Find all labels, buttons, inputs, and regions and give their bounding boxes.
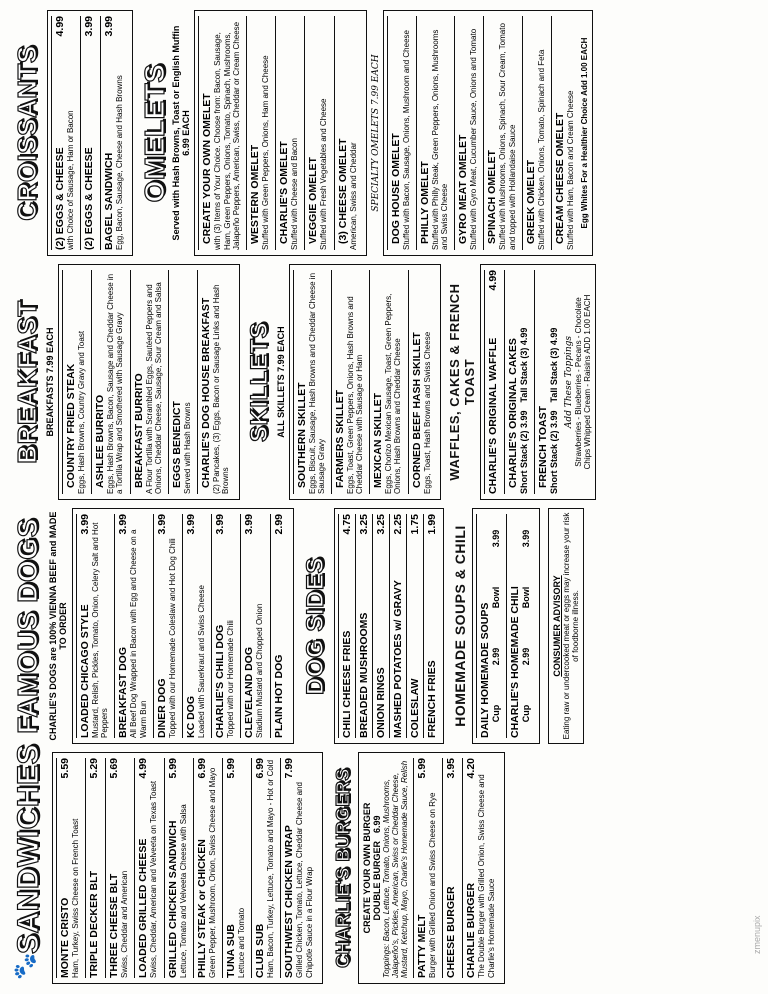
menu-item xyxy=(275,16,299,250)
item-name: LOADED CHICAGO STYLE xyxy=(79,604,91,738)
menu-item xyxy=(198,16,241,250)
item-description: Stadium Mustard and Chopped Onion xyxy=(255,603,265,738)
column-breakfast xyxy=(8,264,760,500)
item-name-row xyxy=(293,270,308,494)
item-description: Stuffed with Fresh Vegetables and Cheese xyxy=(319,98,329,250)
item-price: 3.99 xyxy=(214,514,227,535)
item-description: with Choice of Sausage, Ham or Bacon xyxy=(66,110,75,250)
item-price: 3.99 xyxy=(103,16,116,37)
sandwiches-title: SANDWICHES xyxy=(12,743,45,954)
item-name: ASHLEE BURRITO xyxy=(94,394,107,488)
item-name-row xyxy=(211,514,226,738)
side-price: 1.75 xyxy=(408,514,421,535)
item-name-row xyxy=(51,16,66,250)
item-name: CORNED BEEF HASH SKILLET xyxy=(410,332,423,488)
item-name-row xyxy=(193,758,208,978)
item-name-row xyxy=(483,16,498,250)
item-description: Grilled Chicken, Tomato, Lettuce, Cheddar Cheese and Chipotle Sauce in a Flour Wrap xyxy=(295,782,314,978)
menu-item xyxy=(193,758,217,978)
item-name: DOG HOUSE OMELET xyxy=(389,133,402,244)
side-price: 3.25 xyxy=(374,514,387,535)
item-description: Stuffed with Gyro Meat, Cucumber Sauce, Onions and Tomato xyxy=(469,28,479,250)
item-name-row xyxy=(168,270,183,494)
item-name-row xyxy=(56,758,71,978)
menu-item xyxy=(240,514,264,738)
menu-item xyxy=(56,758,80,978)
item-price: 4.99 xyxy=(137,758,150,779)
breakfast-list xyxy=(58,264,240,500)
item-name-row xyxy=(182,514,197,738)
item-name-row xyxy=(331,270,346,494)
advisory-text: Eating raw or undercooked meat or eggs may increase your risk of foodborne illness. xyxy=(561,512,580,740)
item-name: CLUB SUB xyxy=(254,923,267,978)
item-name-row xyxy=(462,758,477,978)
item-description: (2) Pancakes, (3) Eggs, Bacon or Sausage Links and Hash Browns xyxy=(212,284,231,494)
menu-item xyxy=(454,16,478,250)
soup-bowl-label: Bowl xyxy=(520,586,531,609)
item-name: MONTE CRISTO xyxy=(59,897,71,978)
menu-item xyxy=(442,758,457,978)
soup-bowl: 3.99 xyxy=(520,529,531,548)
item-name: CREATE YOUR OWN OMELET xyxy=(201,93,214,244)
item-name: EGGS BENEDICT xyxy=(170,401,183,488)
item-description: Topped with our Homemade Chili xyxy=(226,620,236,738)
item-name-row xyxy=(76,514,91,738)
item-description: Ham, Turkey, Swiss Cheese on French Toast xyxy=(71,818,80,978)
side-price: 4.75 xyxy=(340,514,353,535)
menu-item xyxy=(413,758,437,978)
item-description: Eggs, Hash Browns, Country Gravy and Toast xyxy=(77,330,86,494)
item-name-row xyxy=(280,758,295,978)
menu-item xyxy=(105,758,129,978)
side-name: COLESLAW xyxy=(408,678,421,738)
item-name: DINER DOG xyxy=(155,678,168,738)
item-price: 3.99 xyxy=(243,514,256,535)
item-description: with (3) Items of Your Choice. Choose from: Bacon, Sausage, Ham, Green Peppers, Onions, Tomato, Spinach, Mushrooms, Jalapeño Peppers, American, Swiss, Cheddar or Cream Cheese xyxy=(213,21,241,250)
item-name: (2) EGGS & CHEESE xyxy=(83,147,96,250)
soup-cup: 2.99 xyxy=(490,647,501,666)
menu-item xyxy=(534,270,559,494)
item-name-row xyxy=(246,16,261,250)
side-row xyxy=(406,514,423,738)
side-name: CHILI CHEESE FRIES xyxy=(340,630,353,738)
item-description: Ham, Bacon, Turkey, Lettuce, Tomato and Mayo - Hot or Cold xyxy=(266,759,276,978)
item-name: CHARLIE'S ORIGINAL CAKES xyxy=(506,338,519,488)
item-name: BREAKFAST BURRITO xyxy=(132,373,145,488)
item-name: CLEVELAND DOG xyxy=(243,646,256,738)
item-name: WESTERN OMELET xyxy=(248,144,261,244)
menu-item xyxy=(164,758,188,978)
item-name: CHEESE BURGER xyxy=(445,886,458,978)
menu-item xyxy=(331,270,364,494)
item-name: BAGEL SANDWICH xyxy=(103,152,116,250)
item-name: CHARLIE'S OMELET xyxy=(278,141,291,244)
menu-item xyxy=(62,270,86,494)
burgers-title: CHARLIE'S BURGERS xyxy=(332,768,353,968)
side-name: FRENCH FRIES xyxy=(425,660,438,738)
item-name-row xyxy=(442,758,457,978)
item-name-row xyxy=(114,514,129,738)
item-description: Stuffed with Bacon, Sausage, Onions, Mushroom and Cheese xyxy=(401,30,411,250)
toppings-line-1: Strawberries - Blueberries - Pecans - Chocolate xyxy=(573,297,583,467)
item-name-row xyxy=(484,270,499,494)
breakfast-price-note: BREAKFASTS 7.99 EACH xyxy=(45,327,55,437)
soups-list xyxy=(472,508,540,744)
menu-item xyxy=(182,514,206,738)
tall-stack: Tall Stack (3) 4.99 xyxy=(548,327,559,403)
item-name-row xyxy=(105,758,120,978)
item-price: 3.99 xyxy=(155,514,168,535)
item-price: 3.99 xyxy=(83,16,96,37)
item-description: Swiss, Cheddar and American xyxy=(120,870,130,978)
item-name-row xyxy=(198,16,213,250)
skillets-price-note: ALL SKILLETS 7.99 EACH xyxy=(275,326,286,438)
item-price: 5.59 xyxy=(59,758,71,779)
specialty-omelets-list xyxy=(383,10,594,256)
item-description: Lettuce and Tomato xyxy=(236,907,246,978)
item-name-row xyxy=(134,758,149,978)
item-name-row xyxy=(413,758,428,978)
item-price: 5.99 xyxy=(224,758,237,779)
soup-cup: 2.99 xyxy=(520,647,531,666)
item-price: 3.99 xyxy=(79,514,91,535)
item-name: FARMERS SKILLET xyxy=(333,389,346,488)
soup-item xyxy=(506,514,531,738)
short-stack: Short Stack (2) 3.99 xyxy=(518,410,529,494)
short-stack: Short Stack (2) 3.99 xyxy=(548,410,559,494)
item-name-row xyxy=(164,758,179,978)
create-burger-title: CREATE YOUR OWN BURGER xyxy=(361,802,372,934)
stack-prices xyxy=(549,270,559,494)
item-name-row xyxy=(85,758,100,978)
item-price: 5.99 xyxy=(416,758,429,779)
soups-title: HOMEMADE SOUPS & CHILI xyxy=(451,525,468,727)
item-price: 6.99 xyxy=(195,758,208,779)
specialty-omelets-title: SPECIALTY OMELETS 7.99 EACH xyxy=(370,54,381,212)
item-description: Eggs, Toast, Hash Browns and Swiss Cheese xyxy=(422,331,432,494)
item-name-row xyxy=(62,270,77,494)
skillets-list xyxy=(289,264,441,500)
soup-prices xyxy=(491,514,501,738)
dogs-list xyxy=(72,508,294,744)
side-name: MASHED POTATOES w/ GRAVY xyxy=(391,580,404,738)
menu-item xyxy=(197,270,230,494)
side-price: 2.25 xyxy=(391,514,404,535)
item-name-row xyxy=(153,514,168,738)
menu-item xyxy=(91,270,124,494)
menu-item xyxy=(293,270,326,494)
item-description: Swiss, Cheddar, American and Velveeta on Texas Toast xyxy=(149,780,159,978)
item-name-row xyxy=(197,270,212,494)
dogs-title: FAMOUS DOGS xyxy=(12,518,43,734)
dogs-tagline: CHARLIE'S DOGS are 100% VIENNA BEEF and MADE TO ORDER xyxy=(48,511,68,741)
soup-bowl: 3.99 xyxy=(490,529,501,548)
item-description: Eggs, Hash Browns, Bacon, Sausage and Cheddar Cheese in a Tortilla Wrap and Smothered with Sausage Gravy xyxy=(106,273,125,494)
side-row xyxy=(423,514,440,738)
column-omelets xyxy=(8,10,760,256)
menu-item xyxy=(387,16,411,250)
item-name-row xyxy=(334,16,349,250)
item-name-row xyxy=(251,758,266,978)
item-price: 2.99 xyxy=(272,514,285,535)
breakfast-title: BREAKFAST xyxy=(12,300,42,464)
item-name-row xyxy=(416,16,431,250)
soup-name: DAILY HOMEMADE SOUPS xyxy=(476,514,491,738)
item-name-row xyxy=(522,16,537,250)
item-name: (2) EGGS & CHEESE xyxy=(54,147,66,250)
item-name: PHILLY STEAK or CHICKEN xyxy=(195,839,208,978)
menu-item xyxy=(334,16,358,250)
item-name: MEXICAN SKILLET xyxy=(372,392,385,488)
item-name-row xyxy=(240,514,255,738)
menu-item xyxy=(369,270,402,494)
item-name: SOUTHERN SKILLET xyxy=(295,382,308,488)
menu-item xyxy=(134,758,158,978)
burger-toppings: Toppings: Bacon, Lettuce, Tomato, Onions, Mushrooms, Jalapeño's, Pickles, American, Swiss or Cheddar Cheese, Mustard, Ketchup, Mayo, Charlie's Homemade Sauce, Relish xyxy=(381,760,410,978)
omelets-list xyxy=(194,10,366,256)
toppings-line-2: Chips Whipped Cream - Raisins ADD 1.00 EACH xyxy=(583,294,592,470)
menu-item xyxy=(416,16,449,250)
item-name: FRENCH TOAST xyxy=(536,405,549,488)
menu-item xyxy=(130,270,163,494)
menu-item xyxy=(251,758,275,978)
menu-item xyxy=(114,514,147,738)
item-name: THREE CHEESE BLT xyxy=(108,873,121,978)
item-name-row xyxy=(387,16,402,250)
item-name: GRILLED CHICKEN SANDWICH xyxy=(166,820,179,978)
menu-item xyxy=(483,16,516,250)
item-description: Stuffed with Ham, Bacon and Cream Cheese xyxy=(566,90,575,250)
item-description: Burger with Grilled Onion and Swiss Cheese on Rye xyxy=(428,792,438,978)
item-description: Stuffed with Chicken, Onions, Tomato, Spinach and Feta xyxy=(536,49,546,250)
menu-item xyxy=(280,758,313,978)
egg-whites-note: Egg Whites For a Healthier Choice Add 1.00 EACH xyxy=(580,37,590,229)
item-name: SPINACH OMELET xyxy=(486,150,499,244)
skillets-title: SKILLETS xyxy=(245,322,273,443)
item-description: All Beef Dog Wrapped in Bacon with Egg and Cheese on a Warm Bun xyxy=(129,529,148,738)
paw-print-icon: 🐾 xyxy=(12,952,37,980)
item-price: 4.20 xyxy=(465,758,478,779)
item-description: Stuffed with Cheese and Bacon xyxy=(290,138,300,250)
item-description: American, Swiss and Cheddar xyxy=(348,142,358,250)
tall-stack: Tall Stack (3) 4.99 xyxy=(518,327,529,403)
toppings-title: Add These Toppings xyxy=(563,335,574,429)
item-name-row xyxy=(551,16,566,250)
soup-bowl-label: Bowl xyxy=(490,586,501,609)
item-description: The Double Burger with Grilled Onion, Swiss Cheese and Charlie's Homemade Sauce xyxy=(477,774,496,978)
sides-list xyxy=(334,508,444,744)
menu-item xyxy=(408,270,432,494)
double-burger-price: 6.99 xyxy=(371,815,382,834)
item-name-row xyxy=(534,270,549,494)
item-description: Stuffed with Mushrooms, Onions, Spinach, Sour Cream, Tomato and topped with Hollandaise Sauce xyxy=(498,23,517,250)
item-description: Mustard, Relish, Pickles, Tomato, Onion, Celery Salt and Hot Peppers xyxy=(91,522,110,738)
item-price: 5.99 xyxy=(166,758,179,779)
side-name: BREADED MUSHROOMS xyxy=(357,612,370,738)
menu-item xyxy=(246,16,270,250)
side-row xyxy=(389,514,406,738)
side-name: ONION RINGS xyxy=(374,667,387,738)
item-name: CREAM CHEESE OMELET xyxy=(554,112,566,244)
item-price: 5.69 xyxy=(108,758,121,779)
item-price: 6.99 xyxy=(254,758,267,779)
menu-item xyxy=(551,16,575,250)
item-name-row xyxy=(408,270,423,494)
item-name: PLAIN HOT DOG xyxy=(272,654,285,738)
item-name-row xyxy=(270,514,285,738)
omelets-price: 6.99 EACH xyxy=(181,110,192,156)
item-name: COUNTRY FRIED STEAK xyxy=(65,363,77,488)
item-name: GYRO MEAT OMELET xyxy=(457,134,470,244)
item-name: VEGGIE OMELET xyxy=(307,157,320,244)
item-name-row xyxy=(91,270,106,494)
croissants-title: CROISSANTS xyxy=(12,45,42,221)
item-description: Stuffed with Philly Steak, Green Peppers, Onions, Mushrooms and Swiss Cheese xyxy=(430,29,450,250)
item-price: 5.29 xyxy=(88,758,101,779)
item-price: 3.99 xyxy=(117,514,130,535)
menu-item xyxy=(462,758,495,978)
soup-cup-label: Cup xyxy=(520,704,531,723)
item-name-row xyxy=(275,16,290,250)
item-description: Topped with our Homemade Coleslaw and Hot Dog Chili xyxy=(167,538,177,738)
item-description: Lettuce, Tomato and Velveeta Cheese with Salsa xyxy=(178,804,188,978)
item-name: CHARLIE'S ORIGINAL WAFFLE xyxy=(486,337,499,494)
item-description: Served with Hash Browns xyxy=(182,402,192,494)
item-name-row xyxy=(80,16,95,250)
consumer-advisory xyxy=(548,508,584,744)
waffles-title: WAFFLES, CAKES & FRENCH TOAST xyxy=(446,283,477,481)
double-burger-label: DOUBLE BURGER xyxy=(371,841,382,921)
menu-item xyxy=(484,270,499,494)
item-description: Egg, Bacon, Sausage, Cheese and Hash Browns xyxy=(115,75,125,250)
item-description: Stuffed with Green Peppers, Onions, Ham and Cheese xyxy=(260,55,270,250)
item-description: Eggs, Chorizo Mexican Sausage, Toast, Green Peppers, Onions, Hash Browns and Cheddar Cheese xyxy=(384,293,403,494)
item-name: CHARLIE BURGER xyxy=(465,882,478,978)
menu-item xyxy=(504,270,529,494)
menu-item xyxy=(222,758,246,978)
item-name-row xyxy=(100,16,115,250)
menu-item xyxy=(76,514,109,738)
croissants-list xyxy=(47,10,133,256)
item-description: Eggs, Biscuit, Sausage, Hash Browns and Cheddar Cheese in Sausage Gravy xyxy=(307,272,326,494)
item-price: 7.99 xyxy=(283,758,296,779)
menu-item xyxy=(80,16,95,250)
menu-item xyxy=(304,16,328,250)
item-name: CHARLIE'S DOG HOUSE BREAKFAST xyxy=(200,297,213,488)
item-price: 4.99 xyxy=(486,270,499,291)
soup-name: CHARLIE'S HOMEMADE CHILI xyxy=(506,514,521,738)
item-name: PHILLY OMELET xyxy=(418,161,431,244)
item-description: Loaded with Sauerkraut and Swiss Cheese xyxy=(196,585,206,738)
menu-item xyxy=(85,758,100,978)
item-name: SOUTHWEST CHICKEN WRAP xyxy=(283,825,296,978)
soup-item xyxy=(476,514,501,738)
menu-item xyxy=(168,270,192,494)
item-price: 3.99 xyxy=(184,514,197,535)
advisory-title: CONSUMER ADVISORY xyxy=(551,575,562,677)
omelets-served: Served with Hash Browns, Toast or English Muffin xyxy=(171,25,182,241)
item-name: GREEK OMELET xyxy=(524,159,537,244)
column-dogs xyxy=(8,508,760,744)
item-name-row xyxy=(222,758,237,978)
item-name: BREAKFAST DOG xyxy=(117,646,130,738)
side-row xyxy=(372,514,389,738)
side-price: 1.99 xyxy=(425,514,438,535)
item-name-row xyxy=(504,270,519,494)
double-burger xyxy=(372,758,382,978)
menu-item xyxy=(51,16,75,250)
soup-prices xyxy=(521,514,531,738)
sandwiches-list xyxy=(52,752,323,984)
menu-item xyxy=(211,514,235,738)
side-price: 3.25 xyxy=(357,514,370,535)
stack-prices xyxy=(519,270,529,494)
item-name-row xyxy=(369,270,384,494)
sides-title: DOG SIDES xyxy=(301,557,329,695)
item-name: PATTY MELT xyxy=(416,914,429,978)
item-name: LOADED GRILLED CHEESE xyxy=(137,838,150,978)
item-name: CHARLIE'S CHILI DOG xyxy=(214,624,227,738)
menu-item xyxy=(522,16,546,250)
menu-item xyxy=(270,514,285,738)
side-row xyxy=(338,514,355,738)
item-description: Green Pepper, Mushroom, Onion, Swiss Cheese and Mayo xyxy=(207,767,217,978)
item-name-row xyxy=(304,16,319,250)
side-row xyxy=(355,514,372,738)
item-name: TRIPLE DECKER BLT xyxy=(88,870,101,978)
menu-item xyxy=(153,514,177,738)
burgers-list xyxy=(358,752,505,984)
omelets-title: OMELETS xyxy=(139,63,171,203)
watermark: zmenupix xyxy=(752,915,762,954)
item-name: TUNA SUB xyxy=(224,924,237,978)
item-description: Eggs, Toast, Green Peppers, Onions, Hash Browns and Cheddar Cheese with Sausage or Ham xyxy=(345,296,365,494)
item-name-row xyxy=(454,16,469,250)
item-name: (3) CHEESE OMELET xyxy=(336,138,349,244)
waffles-list xyxy=(480,264,596,500)
column-sandwiches xyxy=(8,743,760,984)
soup-cup-label: Cup xyxy=(490,704,501,723)
menu-item xyxy=(100,16,124,250)
item-description: A Flour Tortilla with Scrambled Eggs, Sautéed Peppers and Onions, Cheddar Cheese, Sausage, Sour Cream and Salsa xyxy=(144,282,163,494)
item-price: 4.99 xyxy=(54,16,66,37)
item-price: 3.95 xyxy=(445,758,458,779)
item-name: KC DOG xyxy=(184,696,197,738)
item-name-row xyxy=(130,270,145,494)
